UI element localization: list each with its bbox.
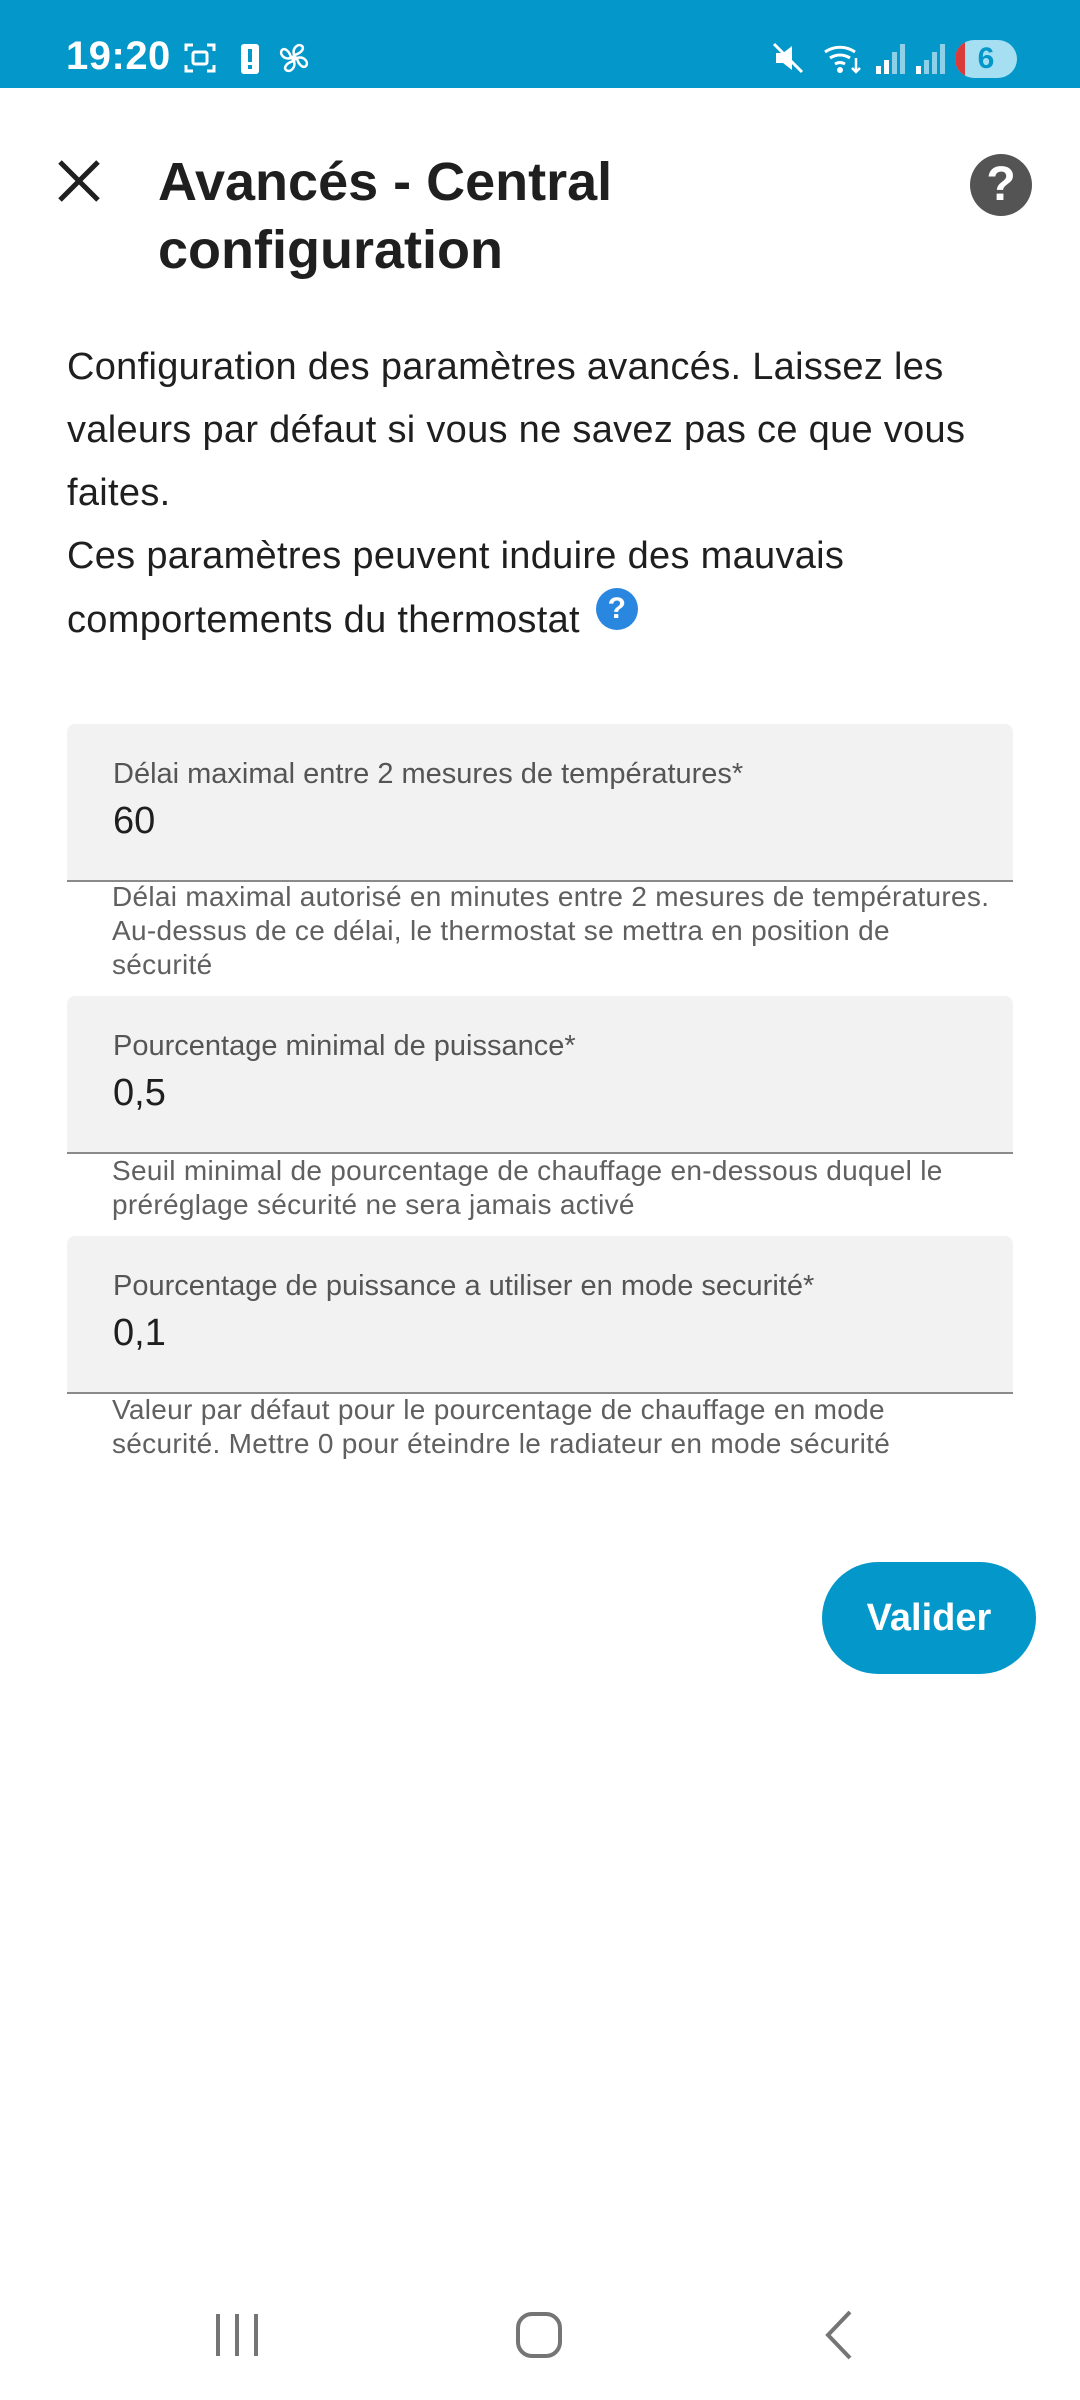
description-warning: Ces paramètres peuvent induire des mauvais comportements du thermostat [67, 535, 845, 641]
help-icon[interactable]: ? [970, 154, 1032, 216]
max-delay-field[interactable] [67, 724, 1013, 882]
signal-icon [912, 40, 948, 76]
description [67, 336, 1027, 652]
submit-button[interactable]: Valider [822, 1562, 1036, 1674]
page-title: Avancés - Central configuration [158, 152, 613, 280]
description-text: Configuration des paramètres avancés. Laissez les valeurs par défaut si vous ne savez pas ce que vous faites. [67, 346, 966, 514]
battery-indicator [955, 40, 1017, 78]
field-value[interactable]: 0,1 [113, 1312, 166, 1354]
field-helper-text: Seuil minimal de pourcentage de chauffage en-dessous duquel le préréglage sécurité ne sera jamais activé [112, 1155, 943, 1220]
field-value[interactable]: 60 [113, 800, 156, 842]
battery-alert-icon [232, 40, 268, 76]
min-power-field[interactable] [67, 996, 1013, 1154]
inline-help-icon[interactable]: ? [596, 588, 638, 630]
status-time: 19:20 [66, 34, 171, 78]
field-label: Délai maximal entre 2 mesures de températures* [113, 758, 744, 790]
status-bar [0, 0, 1080, 88]
fan-icon [276, 40, 312, 76]
back-icon[interactable] [806, 2300, 876, 2370]
field-label: Pourcentage de puissance a utiliser en mode securité* [113, 1270, 815, 1302]
field-helper-text: Délai maximal autorisé en minutes entre 2 mesures de températures. Au-dessus de ce délai, le thermostat se mettra en position de sécurité [112, 881, 990, 980]
signal-icon [872, 40, 908, 76]
wifi-icon [822, 40, 864, 76]
battery-level: 6 [977, 42, 995, 75]
mute-icon [770, 40, 806, 76]
field-label: Pourcentage minimal de puissance* [113, 1030, 576, 1062]
safety-power-field[interactable] [67, 1236, 1013, 1394]
field-helper-text: Valeur par défaut pour le pourcentage de chauffage en mode sécurité. Mettre 0 pour éteindre le radiateur en mode sécurité [112, 1394, 891, 1459]
recents-icon[interactable] [202, 2300, 272, 2370]
screenshot-icon [182, 40, 218, 76]
home-icon[interactable] [504, 2300, 574, 2370]
field-value[interactable]: 0,5 [113, 1072, 166, 1114]
close-icon[interactable] [48, 150, 110, 212]
